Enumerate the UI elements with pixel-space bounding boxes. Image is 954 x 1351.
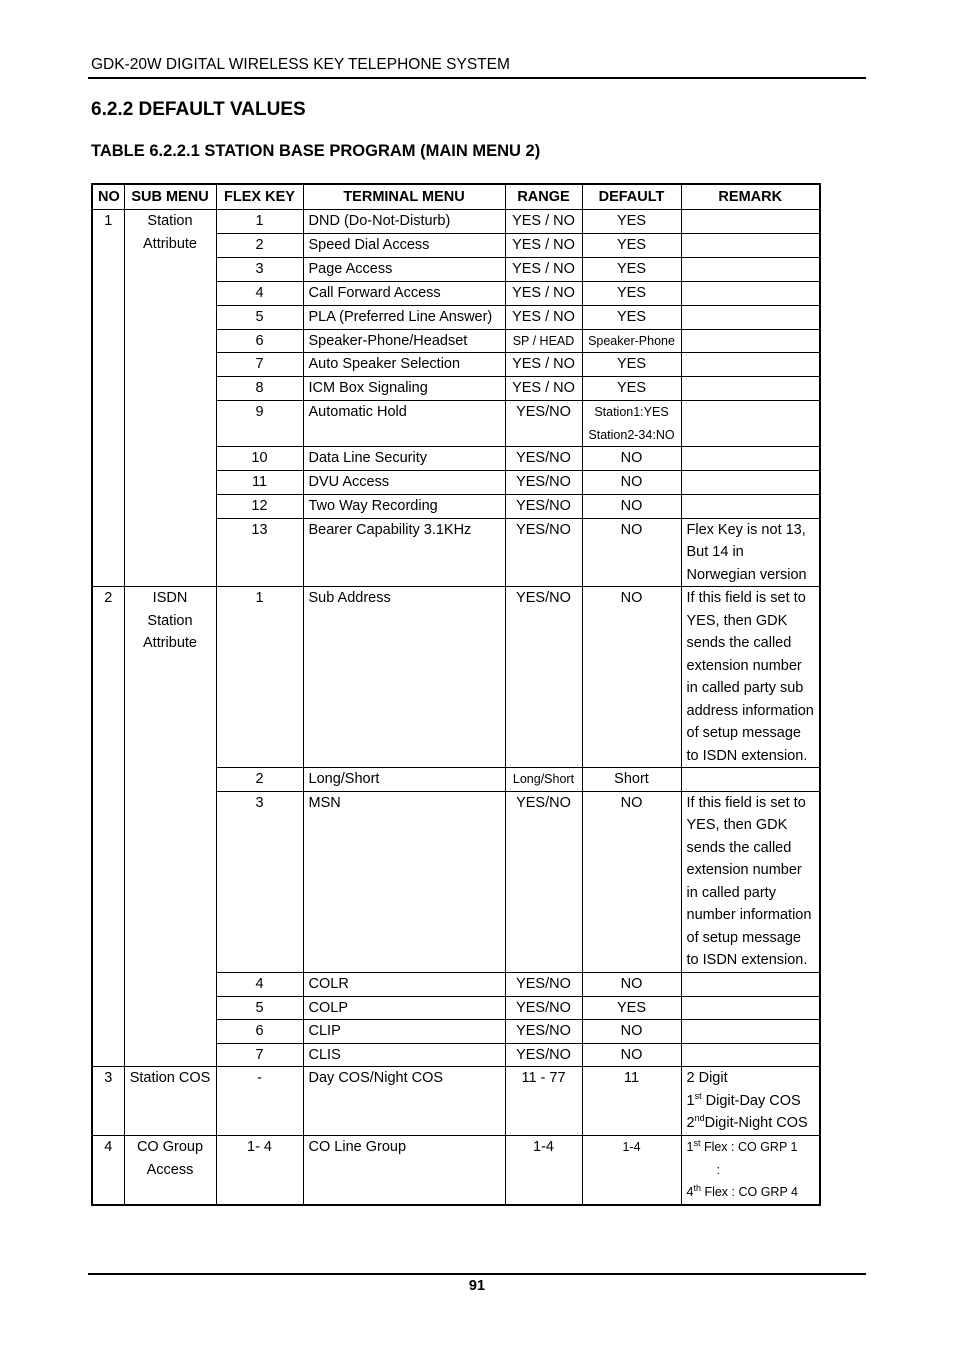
cell-range: YES / NO — [505, 377, 582, 401]
cell-default: NO — [582, 791, 681, 972]
cell-default: NO — [582, 1043, 681, 1067]
header-rule — [88, 77, 866, 79]
remark-ordinal-suffix: nd — [694, 1113, 705, 1124]
cell-range: YES / NO — [505, 305, 582, 329]
cell-default: YES — [582, 234, 681, 258]
cell-remark — [681, 377, 820, 401]
cell-remark — [681, 470, 820, 494]
cell-terminal-menu: COLP — [303, 996, 505, 1020]
remark-line — [687, 1112, 815, 1135]
remark-ordinal-suffix: st — [693, 1137, 701, 1148]
table-row — [92, 587, 820, 768]
cell-terminal-menu: ICM Box Signaling — [303, 377, 505, 401]
cell-sub-menu: ISDN Station Attribute — [124, 587, 216, 1067]
cell-terminal-menu: Bearer Capability 3.1KHz — [303, 518, 505, 587]
col-header-range: RANGE — [505, 184, 582, 210]
station-base-program-table — [91, 183, 821, 1206]
cell-remark: If this field is set to YES, then GDK sends the called extension number in called party sub address information of setup message to ISDN extension. — [681, 587, 820, 768]
cell-flex-key: 1 — [216, 587, 303, 768]
cell-default: NO — [582, 1020, 681, 1044]
cell-flex-key: 1 — [216, 210, 303, 234]
cell-remark — [681, 494, 820, 518]
remark-text: 2 Digit — [686, 1070, 728, 1086]
cell-flex-key: 3 — [216, 791, 303, 972]
cell-remark: Flex Key is not 13, But 14 in Norwegian version — [681, 518, 820, 587]
cell-default: NO — [582, 470, 681, 494]
cell-flex-key: 4 — [216, 972, 303, 996]
cell-range: YES/NO — [505, 470, 582, 494]
remark-text: Flex : CO GRP 4 — [700, 1185, 798, 1199]
cell-default: YES — [582, 258, 681, 282]
cell-terminal-menu: COLR — [303, 972, 505, 996]
cell-default: YES — [582, 305, 681, 329]
remark-ordinal-suffix: th — [693, 1182, 701, 1193]
cell-remark — [681, 1043, 820, 1067]
remark-ordinal-number: 4 — [686, 1185, 694, 1199]
cell-range: YES / NO — [505, 282, 582, 306]
table-row — [92, 1067, 820, 1136]
cell-terminal-menu: Automatic Hold — [303, 401, 505, 447]
cell-default: YES — [582, 353, 681, 377]
cell-default: YES — [582, 377, 681, 401]
remark-line — [687, 1159, 815, 1182]
cell-default: 11 — [582, 1067, 681, 1136]
remark-ordinal-number: 2 — [686, 1115, 695, 1131]
table-body — [92, 210, 820, 1205]
cell-terminal-menu: CLIS — [303, 1043, 505, 1067]
cell-range: YES/NO — [505, 587, 582, 768]
cell-range: YES/NO — [505, 401, 582, 447]
cell-flex-key: 5 — [216, 305, 303, 329]
cell-remark — [681, 972, 820, 996]
cell-range: YES/NO — [505, 494, 582, 518]
remark-ordinal-suffix: st — [694, 1090, 702, 1101]
cell-remark — [681, 996, 820, 1020]
cell-range: YES / NO — [505, 210, 582, 234]
remark-text: Digit-Night COS — [704, 1115, 808, 1131]
cell-remark — [681, 353, 820, 377]
cell-flex-key: 11 — [216, 470, 303, 494]
remark-text: Flex : CO GRP 1 — [700, 1140, 798, 1154]
footer-rule — [88, 1273, 866, 1275]
cell-range: YES/NO — [505, 791, 582, 972]
cell-terminal-menu: DVU Access — [303, 470, 505, 494]
cell-default: 1-4 — [582, 1136, 681, 1205]
cell-flex-key: 2 — [216, 234, 303, 258]
cell-range: YES/NO — [505, 996, 582, 1020]
cell-range: SP / HEAD — [505, 329, 582, 353]
cell-no: 1 — [92, 210, 124, 587]
cell-terminal-menu: CLIP — [303, 1020, 505, 1044]
cell-remark — [681, 258, 820, 282]
cell-range: 11 - 77 — [505, 1067, 582, 1136]
cell-terminal-menu: Two Way Recording — [303, 494, 505, 518]
cell-default: Station1:YES Station2-34:NO — [582, 401, 681, 447]
cell-default: Speaker-Phone — [582, 329, 681, 353]
cell-default: NO — [582, 518, 681, 587]
cell-flex-key: 12 — [216, 494, 303, 518]
cell-remark — [681, 234, 820, 258]
cell-default: NO — [582, 494, 681, 518]
cell-remark — [681, 329, 820, 353]
cell-default: YES — [582, 282, 681, 306]
cell-default: NO — [582, 447, 681, 471]
cell-range: YES / NO — [505, 353, 582, 377]
cell-range: YES/NO — [505, 1020, 582, 1044]
cell-flex-key: 7 — [216, 353, 303, 377]
cell-remark — [681, 447, 820, 471]
cell-terminal-menu: PLA (Preferred Line Answer) — [303, 305, 505, 329]
cell-remark — [681, 401, 820, 447]
cell-sub-menu: Station Attribute — [124, 210, 216, 587]
section-title: 6.2.2 DEFAULT VALUES — [91, 99, 306, 120]
cell-range: YES/NO — [505, 518, 582, 587]
cell-flex-key: 13 — [216, 518, 303, 587]
cell-default: YES — [582, 210, 681, 234]
cell-no: 2 — [92, 587, 124, 1067]
cell-flex-key: 3 — [216, 258, 303, 282]
cell-flex-key: 9 — [216, 401, 303, 447]
remark-line — [687, 1181, 815, 1204]
cell-terminal-menu: Speed Dial Access — [303, 234, 505, 258]
page-number: 91 — [468, 1278, 486, 1294]
cell-flex-key: 6 — [216, 1020, 303, 1044]
cell-no: 4 — [92, 1136, 124, 1205]
col-header-flex-key: FLEX KEY — [216, 184, 303, 210]
remark-text: : — [716, 1162, 720, 1177]
table-row — [92, 210, 820, 234]
cell-sub-menu: CO Group Access — [124, 1136, 216, 1205]
table-row — [92, 1136, 820, 1205]
remark-line — [687, 1090, 815, 1113]
cell-terminal-menu: Data Line Security — [303, 447, 505, 471]
table-header-row — [92, 184, 820, 210]
col-header-remark: REMARK — [681, 184, 820, 210]
cell-default: Short — [582, 768, 681, 792]
cell-range: YES / NO — [505, 258, 582, 282]
cell-terminal-menu: Day COS/Night COS — [303, 1067, 505, 1136]
table-title: TABLE 6.2.2.1 STATION BASE PROGRAM (MAIN MENU 2) — [91, 142, 541, 160]
cell-terminal-menu: DND (Do-Not-Disturb) — [303, 210, 505, 234]
remark-text: Digit-Day COS — [701, 1092, 801, 1109]
cell-flex-key: 7 — [216, 1043, 303, 1067]
document-header-title: GDK-20W DIGITAL WIRELESS KEY TELEPHONE SYSTEM — [91, 56, 510, 73]
cell-remark — [681, 210, 820, 234]
remark-line — [687, 1136, 815, 1159]
cell-range: YES/NO — [505, 1043, 582, 1067]
cell-flex-key: 4 — [216, 282, 303, 306]
cell-terminal-menu: CO Line Group — [303, 1136, 505, 1205]
cell-range: YES/NO — [505, 972, 582, 996]
remark-ordinal-number: 1 — [686, 1140, 694, 1154]
cell-terminal-menu: Long/Short — [303, 768, 505, 792]
cell-range: YES / NO — [505, 234, 582, 258]
cell-remark — [681, 282, 820, 306]
cell-flex-key: 1- 4 — [216, 1136, 303, 1205]
cell-flex-key: 5 — [216, 996, 303, 1020]
remark-ordinal-number: 1 — [686, 1092, 695, 1109]
col-header-default: DEFAULT — [582, 184, 681, 210]
cell-remark — [681, 1067, 820, 1136]
col-header-no: NO — [92, 184, 124, 210]
cell-terminal-menu: Auto Speaker Selection — [303, 353, 505, 377]
cell-sub-menu: Station COS — [124, 1067, 216, 1136]
cell-terminal-menu: Call Forward Access — [303, 282, 505, 306]
col-header-sub-menu: SUB MENU — [124, 184, 216, 210]
cell-flex-key: 8 — [216, 377, 303, 401]
cell-remark — [681, 1136, 820, 1205]
cell-terminal-menu: Sub Address — [303, 587, 505, 768]
col-header-terminal-menu: TERMINAL MENU — [303, 184, 505, 210]
remark-line — [687, 1067, 815, 1090]
cell-terminal-menu: Speaker-Phone/Headset — [303, 329, 505, 353]
cell-remark — [681, 768, 820, 792]
cell-remark: If this field is set to YES, then GDK sends the called extension number in called party number information of setup message to ISDN extension. — [681, 791, 820, 972]
cell-range: Long/Short — [505, 768, 582, 792]
cell-flex-key: - — [216, 1067, 303, 1136]
cell-default: NO — [582, 587, 681, 768]
cell-flex-key: 6 — [216, 329, 303, 353]
cell-terminal-menu: Page Access — [303, 258, 505, 282]
cell-remark — [681, 1020, 820, 1044]
cell-remark — [681, 305, 820, 329]
cell-range: YES/NO — [505, 447, 582, 471]
cell-terminal-menu: MSN — [303, 791, 505, 972]
cell-range: 1-4 — [505, 1136, 582, 1205]
cell-flex-key: 10 — [216, 447, 303, 471]
cell-default: YES — [582, 996, 681, 1020]
cell-no: 3 — [92, 1067, 124, 1136]
cell-flex-key: 2 — [216, 768, 303, 792]
cell-default: NO — [582, 972, 681, 996]
